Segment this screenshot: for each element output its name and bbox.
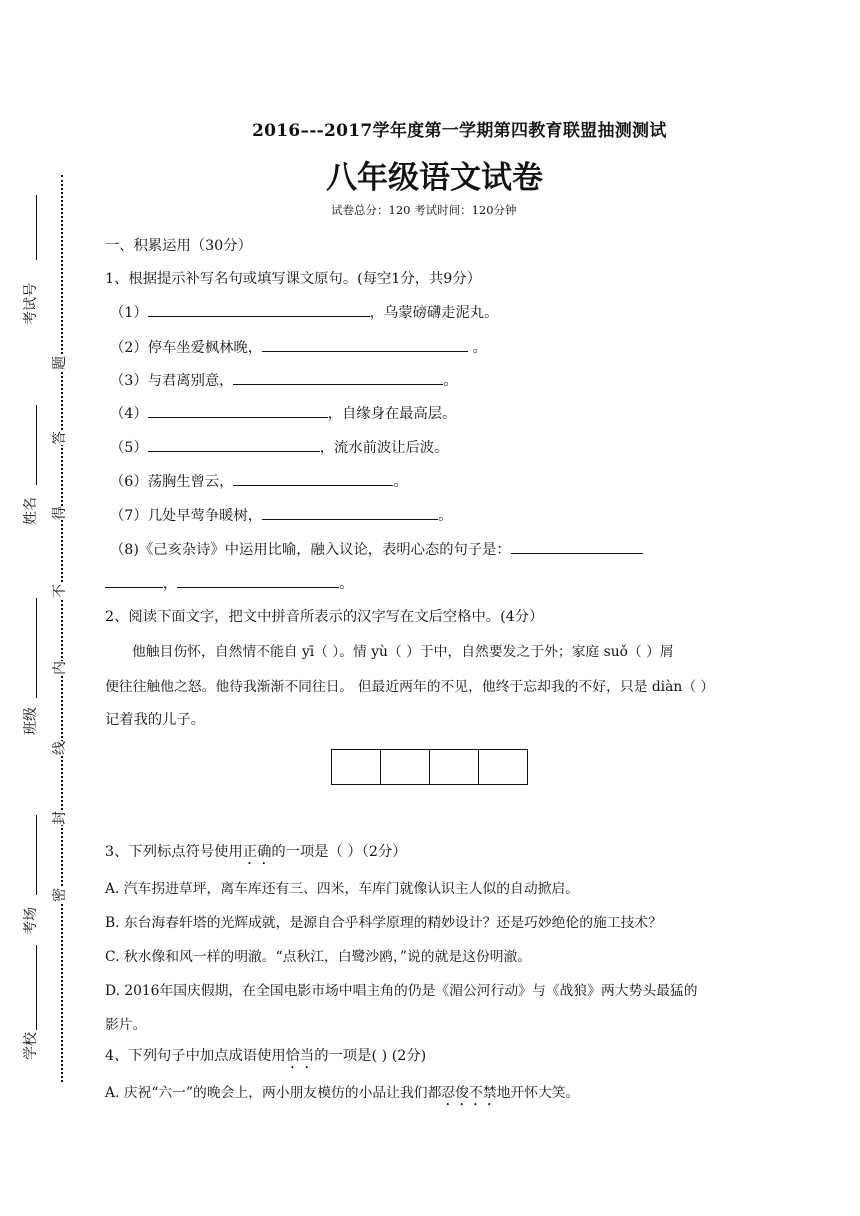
answer-blank[interactable]	[233, 471, 393, 486]
q1-item-3: （3）与君离别意， 。	[110, 370, 458, 390]
room-label: 考场	[23, 907, 39, 935]
answer-blank[interactable]	[262, 337, 468, 352]
exam-no-label: 考试号	[23, 283, 39, 325]
class-field-line	[36, 598, 37, 698]
answer-blank[interactable]	[233, 370, 443, 385]
seal-char-7: 封	[46, 811, 72, 825]
q1-item-4: （4） ，自缘身在最高层。	[110, 403, 456, 423]
exam-no-field-line	[36, 195, 37, 260]
seal-char-5: 内	[46, 661, 72, 675]
q3-option-c: C. 秋水像和风一样的明澈。“点秋江，白鹭沙鸥，”说的就是这份明澈。	[105, 949, 532, 965]
q4-option-a: A. 庆祝“六一”的晚会上，两小朋友模仿的小品让我们都忍俊不禁地开怀大笑。	[105, 1085, 580, 1101]
page-title: 八年级语文试卷	[326, 160, 543, 196]
exam-header: 2016–--2017学年度第一学期第四教育联盟抽测测试	[252, 121, 667, 141]
seal-char-6: 线	[46, 741, 72, 755]
q3-stem: 3、下列标点符号使用正确的一项是（ ）（2分）	[105, 844, 407, 860]
answer-box[interactable]	[430, 750, 479, 784]
school-label: 学校	[23, 1032, 39, 1060]
answer-blank[interactable]	[262, 505, 438, 520]
seal-char-4: 不	[46, 584, 72, 598]
q2-paragraph-line-1: 他触目伤怀，自然情不能自 yī（ ）。情 yù（ ）于中，自然要发之于外；家庭 suǒ（ ）屑	[132, 644, 674, 660]
answer-box[interactable]	[479, 750, 527, 784]
q1-item-8: （8)《己亥杂诗》中运用比喻，融入议论，表明心态的句子是：	[110, 539, 643, 559]
school-field-line	[36, 945, 37, 1030]
seal-char-2: 答	[46, 431, 72, 445]
q1-item-2: （2）停车坐爱枫林晚， 。	[110, 337, 487, 357]
seal-char-8: 密	[46, 888, 72, 902]
answer-blank[interactable]	[177, 573, 339, 588]
q1-item-8-cont: ， 。	[105, 573, 354, 593]
seal-char-3: 得	[46, 506, 72, 520]
answer-blank[interactable]	[105, 573, 163, 588]
answer-blank[interactable]	[148, 403, 328, 418]
answer-box[interactable]	[332, 750, 381, 784]
q1-item-1: （1） ，乌蒙磅礴走泥丸。	[110, 302, 498, 322]
q3-option-d: D. 2016年国庆假期，在全国电影市场中唱主角的仍是《湄公河行动》与《战狼》两大势头最猛的	[105, 983, 698, 999]
binding-dotted-line	[61, 175, 63, 1082]
name-label: 姓名	[23, 497, 39, 525]
answer-box-row	[331, 749, 528, 785]
q3-option-d-cont: 影片。	[105, 1017, 147, 1033]
answer-blank[interactable]	[148, 302, 370, 317]
q3-option-b: B. 东台海春轩塔的光辉成就，是源自合乎科学原理的精妙设计？还是巧妙绝伦的施工技术？	[105, 915, 662, 931]
q1-item-7: （7）几处早莺争暖树， 。	[110, 505, 452, 525]
q3-option-a: A. 汽车拐进草坪，离车库还有三、四米，车库门就像认识主人似的自动掀启。	[105, 881, 580, 897]
q4-stem: 4、下列句子中加点成语使用恰当的一项是( ) (2分)	[105, 1048, 427, 1064]
section-title: 一、积累运用（30分）	[105, 238, 252, 254]
q1-item-5: （5） ，流水前波让后波。	[110, 437, 448, 457]
exam-info: 试卷总分：120 考试时间：120分钟	[331, 203, 517, 217]
q2-paragraph-line-3: 记着我的儿子。	[105, 712, 206, 728]
q1-item-6: （6）荡胸生曾云， 。	[110, 471, 408, 491]
q2-paragraph-line-2: 便往往触他之怒。他待我渐渐不同往日。 但最近两年的不见，他终于忘却我的不好，只是 diàn（ ）	[105, 679, 715, 695]
class-label: 班级	[23, 707, 39, 735]
seal-char-1: 题	[46, 356, 72, 370]
answer-box[interactable]	[381, 750, 430, 784]
room-field-line	[36, 815, 37, 895]
name-field-line	[36, 405, 37, 485]
answer-blank[interactable]	[511, 539, 643, 554]
q1-stem: 1、根据提示补写名句或填写课文原句。(每空1分，共9分）	[105, 271, 481, 287]
answer-blank[interactable]	[148, 437, 320, 452]
q2-stem: 2、阅读下面文字，把文中拼音所表示的汉字写在文后空格中。(4分）	[105, 609, 544, 625]
